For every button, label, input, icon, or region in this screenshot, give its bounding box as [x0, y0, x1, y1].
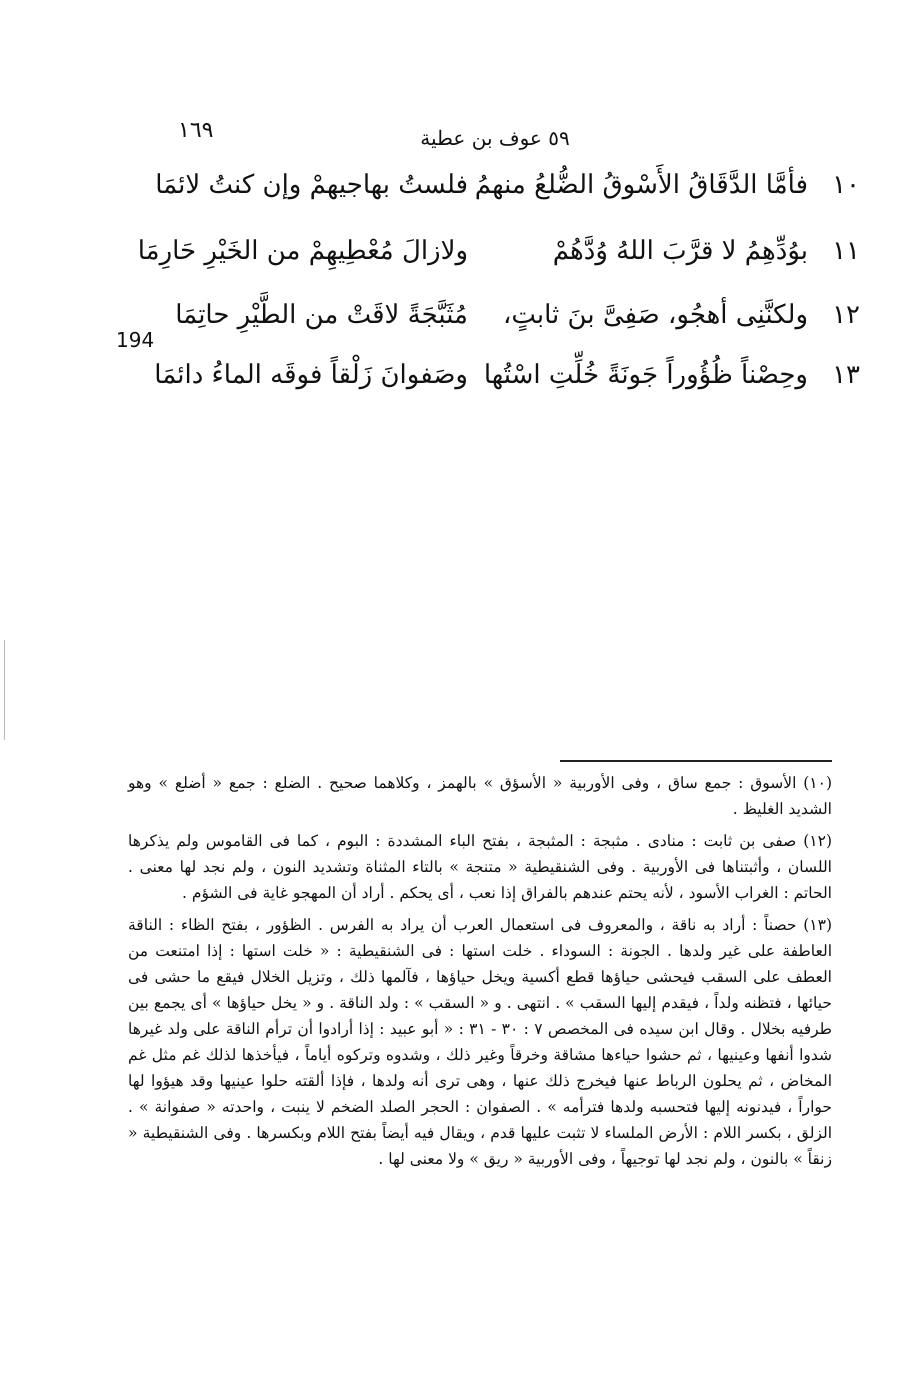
verse-first-hemistich: وحِصْناً ظُؤُوراً جَونَةً خُلِّتِ اسْتُها — [483, 360, 808, 390]
verse-line — [160, 296, 860, 344]
verse-number: ١٢ — [832, 300, 860, 330]
verse-first-hemistich: فأمَّا الدَّقَاقُ الأَسْوقُ الضُّلعُ منهمُ — [474, 170, 808, 200]
page-number: ١٦٩ — [178, 118, 214, 143]
verse-line — [155, 166, 860, 214]
verse-line — [137, 232, 860, 280]
verse-second-hemistich: مُثَبَّجَةً لاقَتْ من الطَّيْرِ حاتِمَا — [175, 300, 468, 330]
verse-first-hemistich: بوُدِّهِمُ لا قرَّبَ اللهُ وُدَّهُمْ — [552, 236, 808, 266]
footnotes — [128, 770, 832, 1178]
verse-number: ١٣ — [832, 360, 860, 390]
footnote-12: (١٢) صفى بن ثابت : منادى . مثبجة : المثبجة ، بفتح الباء المشددة : البوم ، كما فى القاموس ولم يذكرها اللسان ، وأثبتناها فى الأوربية . وفى الشنقيطية « متنجة » بالتاء المثناة وتشديد النون ، ولم نجد لها معنى . الحاتم : الغراب الأسود ، لأنه يحتم عندهم بالفراق إذا نعب ، أى يحكم . أراد أن المهجو غاية فى الشؤم . — [128, 832, 832, 902]
verse-second-hemistich: وصَفوانَ زَلْقاً فوقَه الماءُ دائمَا — [154, 360, 468, 390]
footnote-13: (١٣) حصناً : أراد به ناقة ، والمعروف فى استعمال العرب أن يراد به الفرس . الظؤور ، بفتح الظاء : الناقة العاطفة على غير ولدها . الجونة : السوداء . خلت استها : فى الشنقيطية : « خلت استها : إذا امتنعت من العطف على السقب فيحشى حياؤها قطع أكسية ويخل حياؤها ، فآلمها ذلك ، وتزيل الخلال فيقع ما حشى فى حيائها ، فتظنه ولداً ، فيقدم إليها السقب » . انتهى . و « السقب » : ولد الناقة . و « يخل حياؤها » أى يجمع بين طرفيه بخلال . وقال ابن سيده فى المخصص ٧ : ٣٠ - ٣١ : « أبو عبيد : إذا أرادوا أن ترأم الناقة على ولد غيرها شدوا أنفها وعينيها ، ثم حشوا حياءها مشاقة وخرقاً وغير ذلك ، وشدوه وتركوه أياماً ، فيأخذها لذلك غم مثل غم المخاض ، ثم يحلون الرباط عنها فيخرج ذلك عنها ، وهى ترى أنه ولدها ، فإذا ألقته حلوا عينيها وقد هيؤوا لها حواراً ، فيدنونه إليها فتحسبه ولدها فترأمه » . الصفوان : الحجر الصلد الضخم لا ينبت ، واحدته « صفوانة » . الزلق ، بكسر اللام : الأرض الملساء لا تثبت عليها قدم ، ويقال فيه أيضاً بفتح اللام وبكسرها . وفى الشنقيطية « زنقاً » بالنون ، ولم نجد لها توجيهاً ، وفى الأوربية « ريق » ولا معنى لها . — [128, 916, 833, 1168]
margin-reference-number: 194 — [116, 328, 155, 352]
scan-edge-line — [4, 640, 5, 740]
footnote-separator — [560, 760, 832, 762]
verse-number: ١١ — [832, 236, 860, 266]
verse-second-hemistich: ولازالَ مُعْطِيهِمْ من الخَيْرِ حَارِمَا — [137, 236, 468, 266]
verse-line — [154, 356, 860, 404]
verse-second-hemistich: فلستُ بهاجيهمْ وإن كنتُ لائمَا — [155, 170, 468, 200]
verse-first-hemistich: ولكنَّنِى أهجُو، صَفِىَّ بنَ ثابتٍ، — [502, 300, 808, 330]
footnote-10: (١٠) الأسوق : جمع ساق ، وفى الأوربية « الأسؤق » بالهمز ، وكلاهما صحيح . الضلع : جمع « أضلع » وهو الشديد الغليظ . — [128, 774, 832, 818]
running-title: ٥٩ عوف بن عطية — [420, 126, 570, 150]
verse-number: ١٠ — [832, 170, 860, 200]
